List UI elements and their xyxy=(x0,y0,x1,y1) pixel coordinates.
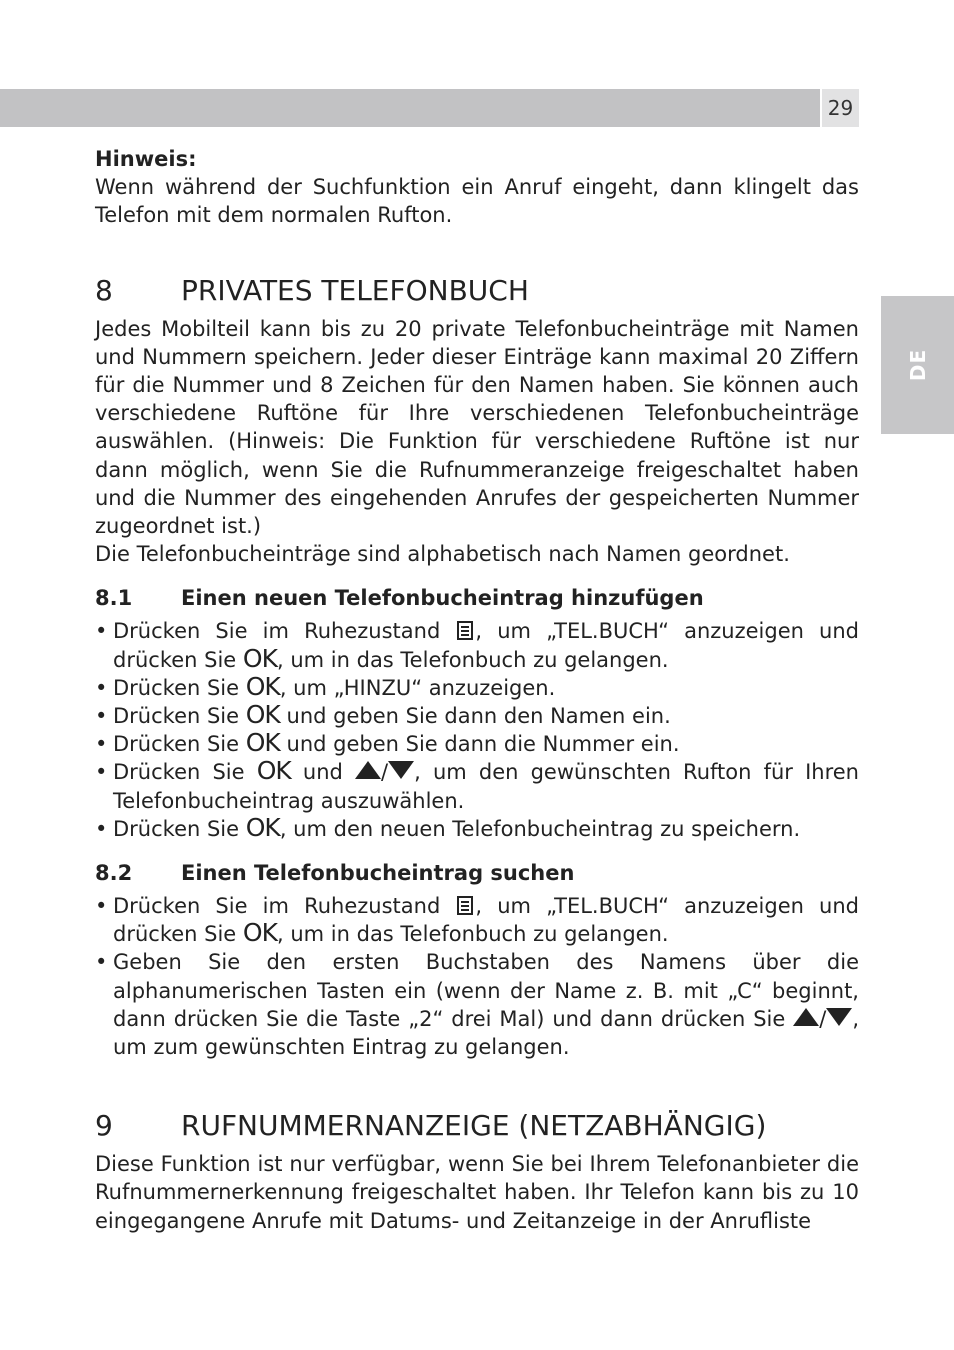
section-8-2-steps xyxy=(95,892,859,1061)
subsection-title: Einen Telefonbucheintrag suchen xyxy=(181,861,575,886)
section-9-paragraph-1: Diese Funktion ist nur verfügbar, wenn Sie bei Ihrem Telefonanbieter die Rufnummernerkennung freigeschaltet haben. Ihr Telefon kann bis zu 10 eingegangene Anrufe mit Datums- und Zeitanzeige in der Anrufliste xyxy=(95,1152,859,1233)
section-number: 8 xyxy=(95,273,113,307)
section-8-1-heading xyxy=(95,584,859,612)
arrow-down-icon xyxy=(388,761,414,779)
slash: / xyxy=(381,760,389,785)
section-8-2-heading xyxy=(95,859,859,887)
ok-key-icon: OK xyxy=(245,671,280,701)
arrow-up-icon xyxy=(793,1008,819,1026)
page-content xyxy=(95,145,859,1235)
subsection-title: Einen neuen Telefonbucheintrag hinzufügen xyxy=(181,586,704,611)
list-item: • Drücken Sie im Ruhezustand , um „TEL.BUCH“ anzuzeigen und drücken Sie OK, um in das Telefonbuch zu gelangen. xyxy=(95,892,859,948)
page-number: 29 xyxy=(822,89,859,127)
note-block xyxy=(95,145,859,230)
section-9-heading xyxy=(95,1109,859,1143)
arrow-up-icon xyxy=(355,761,381,779)
ok-key-icon: OK xyxy=(245,700,280,730)
header-bar xyxy=(0,89,820,127)
section-8-1-steps xyxy=(95,617,859,843)
ok-key-icon: OK xyxy=(242,643,277,673)
section-title: RUFNUMMERNANZEIGE (NETZABHÄNGIG) xyxy=(181,1109,767,1143)
list-item: • Geben Sie den ersten Buchstaben des Namens über die alphanumerischen Tasten ein (wenn der Name z. B. mit „C“ beginnt, dann drücken Sie die Taste „2“ drei Mal) und dann drücken Sie / , um zum gewünschten Eintrag zu gelangen. xyxy=(95,948,859,1061)
section-8-heading xyxy=(95,274,859,308)
section-8-paragraph-1: Jedes Mobilteil kann bis zu 20 private Telefonbucheinträge mit Namen und Nummern speichern. Jeder dieser Einträge kann maximal 20 Ziffern für die Nummer und 8 Zeichen für den Namen haben. Sie können auch verschiedene Ruftöne für Ihre verschiedenen Telefonbucheinträge auswählen. (Hinweis: Die Funktion für verschiedene Ruftöne ist nur dann möglich, wenn Sie die Rufnummeranzeige freigeschaltet haben und die Nummer des eingehenden Anrufes der gespeicherten Nummer zugeordnet ist.) xyxy=(95,316,859,539)
section-8-paragraph-2: Die Telefonbucheinträge sind alphabetisch nach Namen geordnet. xyxy=(95,542,790,567)
subsection-number: 8.2 xyxy=(95,861,133,886)
ok-key-icon: OK xyxy=(256,756,291,786)
ok-key-icon: OK xyxy=(245,812,280,842)
list-item: • Drücken Sie OK, um „HINZU“ anzuzeigen. xyxy=(95,674,859,702)
language-tab-label: DE xyxy=(905,348,930,382)
ok-key-icon: OK xyxy=(245,728,280,758)
list-item: • Drücken Sie OK und / , um den gewünschten Rufton für Ihren Telefonbucheintrag auszuwählen. xyxy=(95,758,859,814)
language-tab xyxy=(881,296,954,434)
arrow-down-icon xyxy=(826,1008,852,1026)
ok-key-icon: OK xyxy=(242,918,277,948)
note-title: Hinweis: xyxy=(95,147,197,171)
menu-key-icon xyxy=(457,896,473,915)
section-number: 9 xyxy=(95,1109,113,1143)
slash: / xyxy=(819,1006,827,1031)
section-title: PRIVATES TELEFONBUCH xyxy=(181,273,529,307)
menu-key-icon xyxy=(457,621,473,640)
list-item: • Drücken Sie im Ruhezustand , um „TEL.BUCH“ anzuzeigen und drücken Sie OK, um in das Telefonbuch zu gelangen. xyxy=(95,617,859,673)
note-text: Wenn während der Suchfunktion ein Anruf eingeht, dann klingelt das Telefon mit dem normalen Rufton. xyxy=(95,175,859,228)
subsection-number: 8.1 xyxy=(95,586,133,611)
list-item: • Drücken Sie OK und geben Sie dann den Namen ein. xyxy=(95,702,859,730)
list-item: • Drücken Sie OK und geben Sie dann die Nummer ein. xyxy=(95,730,859,758)
list-item: • Drücken Sie OK, um den neuen Telefonbucheintrag zu speichern. xyxy=(95,815,859,843)
